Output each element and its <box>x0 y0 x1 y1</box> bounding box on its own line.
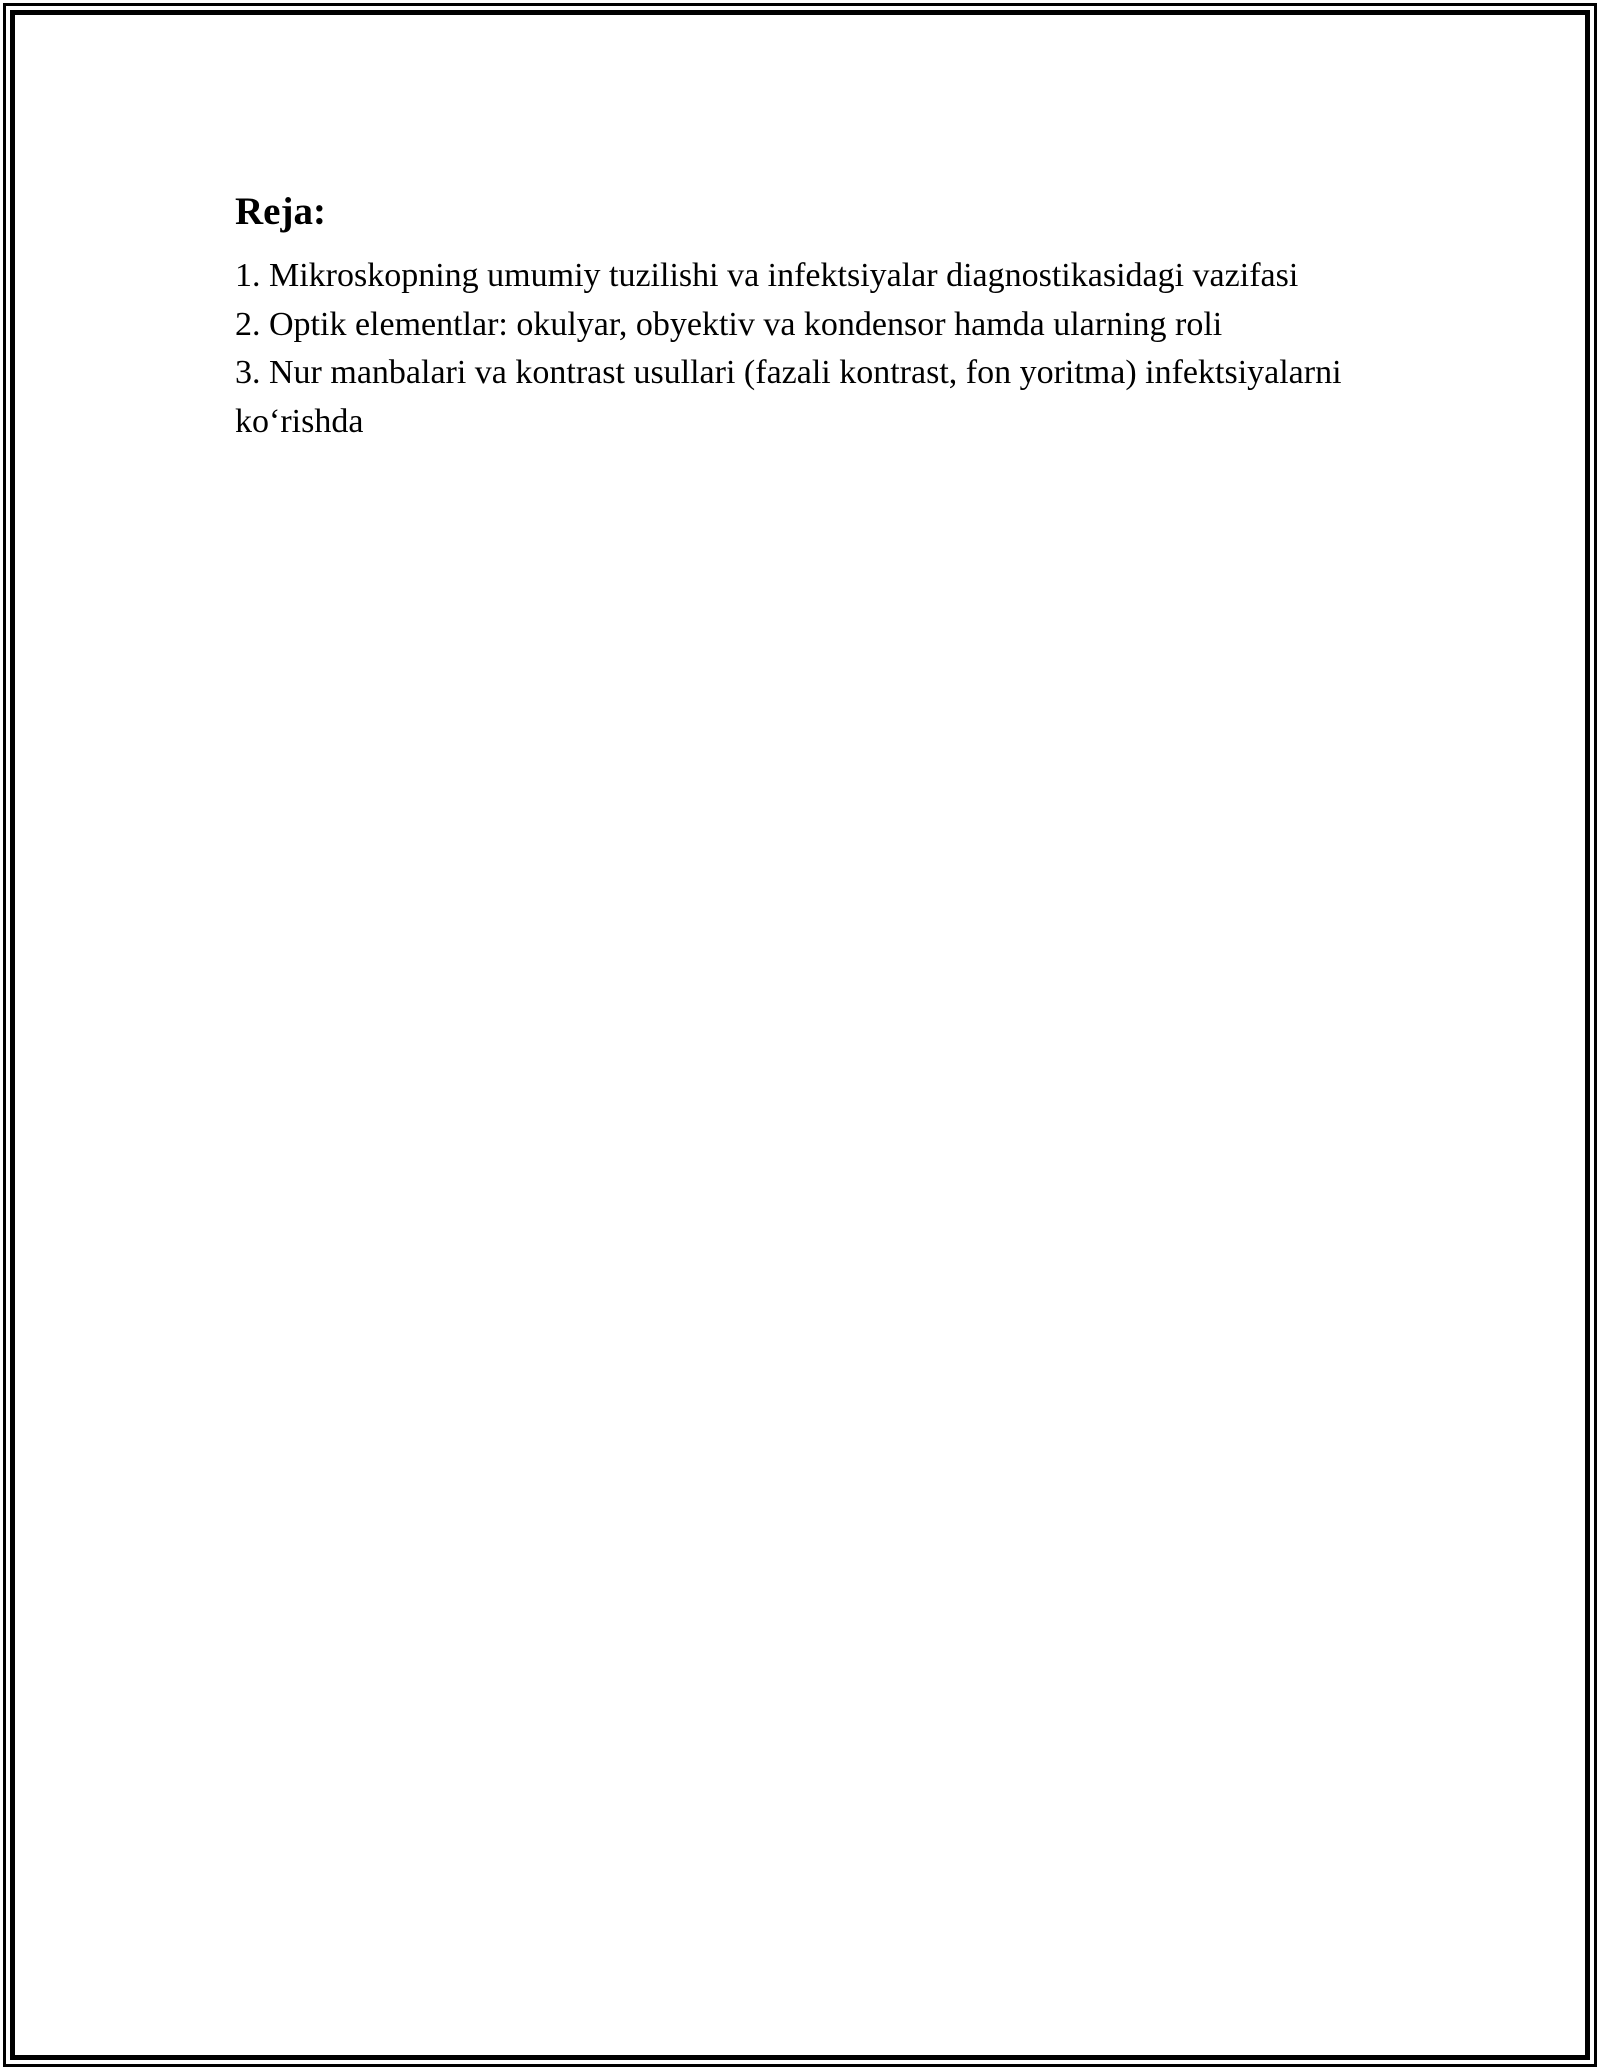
plan-item-3: 3. Nur manbalari va kontrast usullari (fazali kontrast, fon yoritma) infektsiyalarni ko‘rishda <box>235 354 1342 440</box>
plan-item-2: 2. Optik elementlar: okulyar, obyektiv va kondensor hamda ularning roli <box>235 305 1223 343</box>
plan-list <box>235 252 1355 446</box>
plan-heading: Reja: <box>235 190 326 233</box>
document-body <box>235 180 1355 446</box>
plan-item-1: 1. Mikroskopning umumiy tuzilishi va infektsiyalar diagnostikasidagi vazifasi <box>235 257 1299 294</box>
